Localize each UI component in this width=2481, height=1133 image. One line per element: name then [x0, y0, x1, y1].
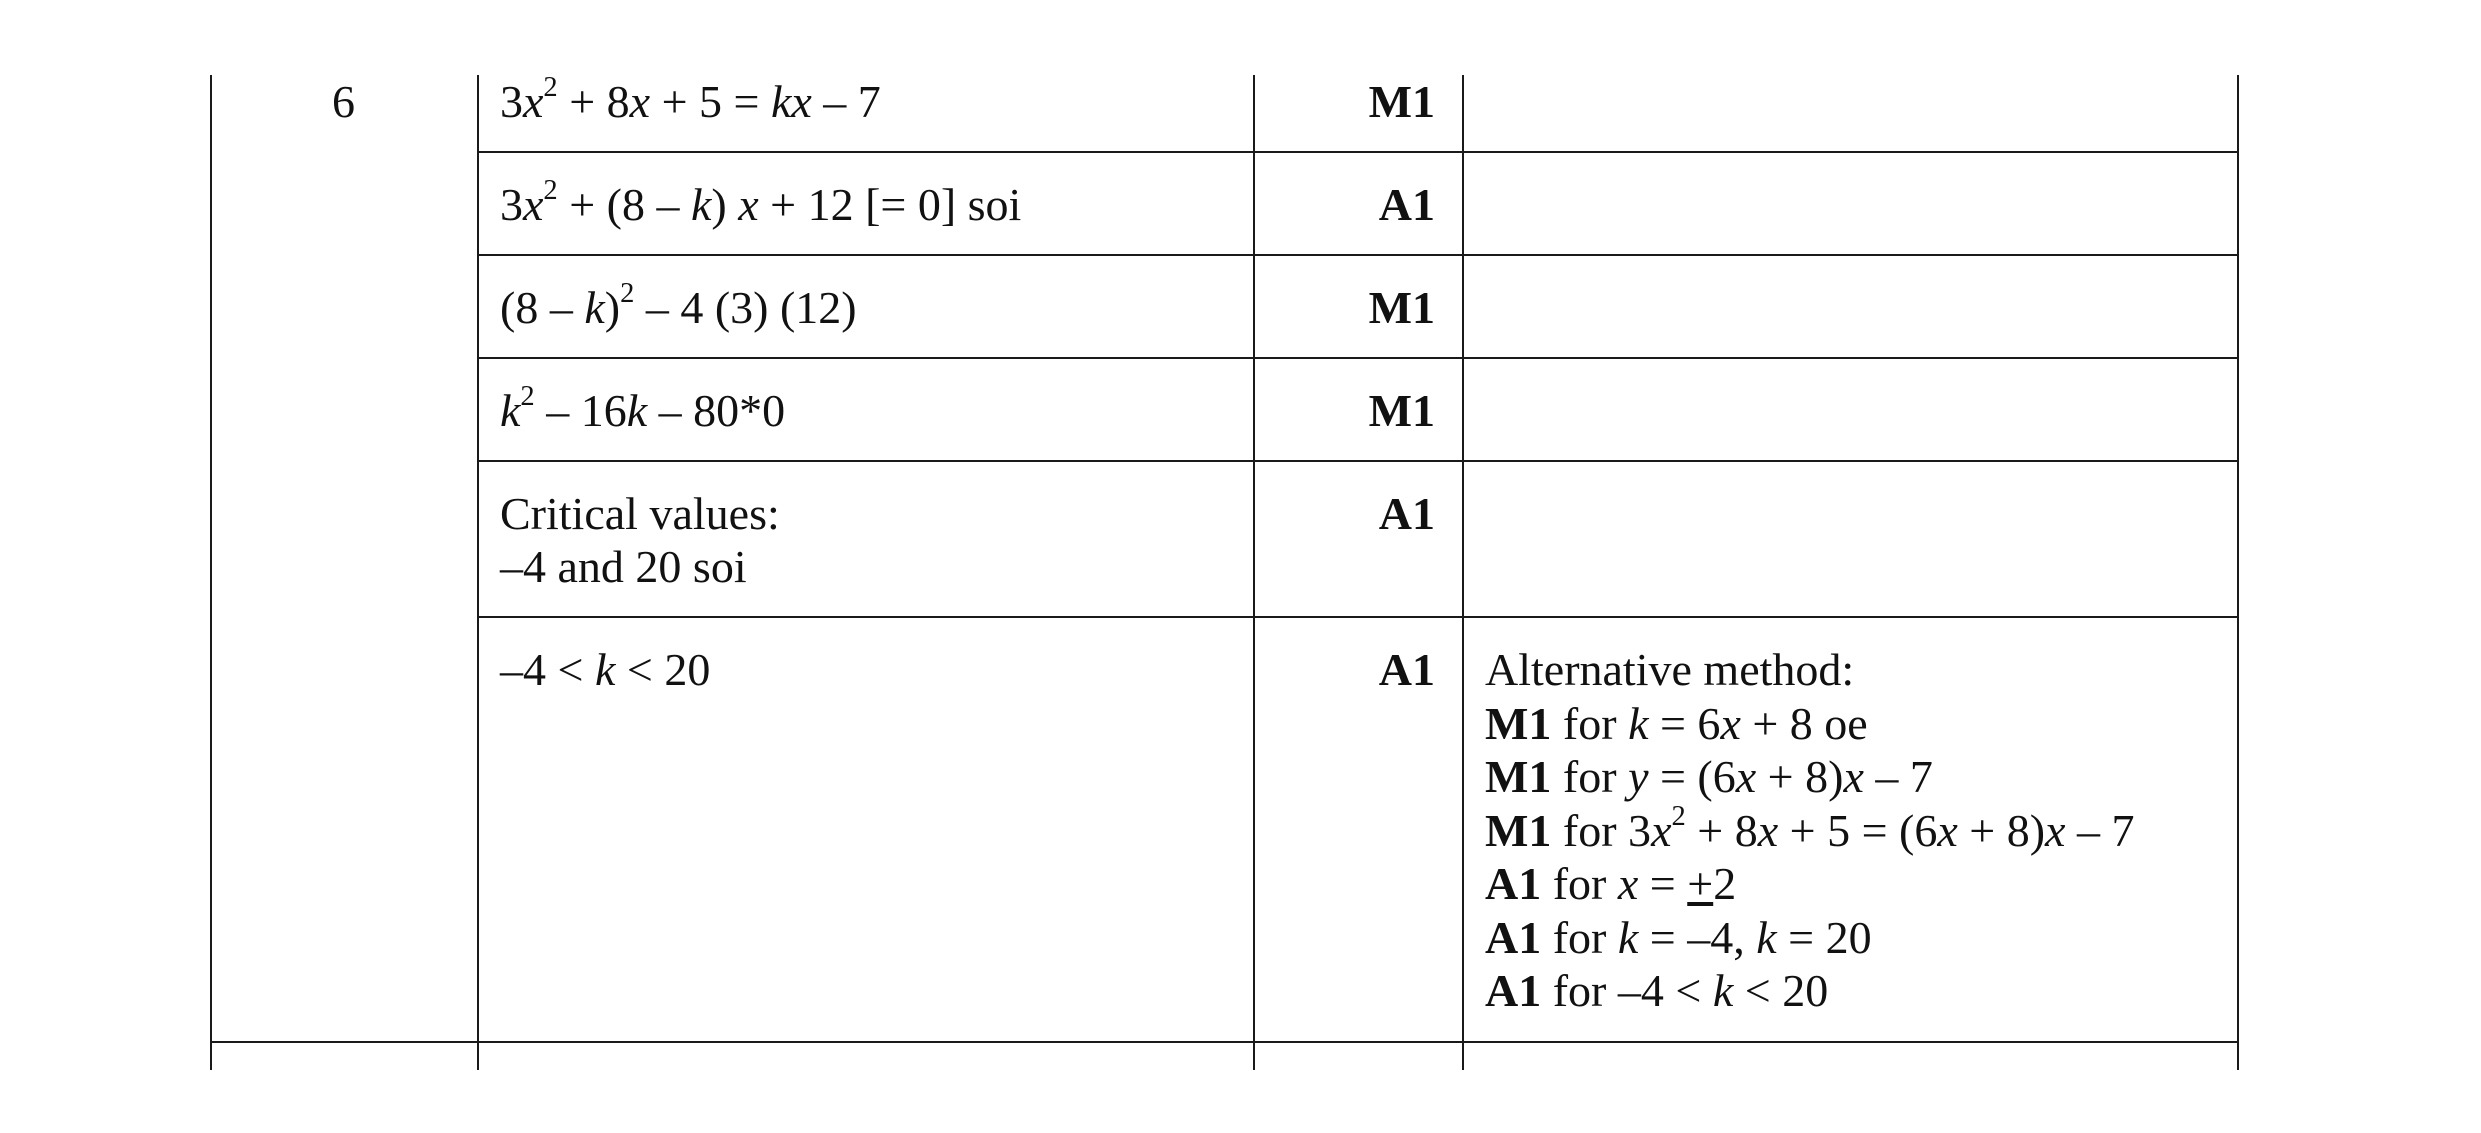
- mark-row-1: M1: [1368, 76, 1435, 127]
- table-border-left: [210, 75, 212, 1070]
- mark-row-3: M1: [1368, 282, 1435, 333]
- row-divider: [477, 151, 2239, 153]
- column-divider-guidance: [1462, 75, 1464, 1070]
- guidance-line: M1 for y = (6x + 8)x – 7: [1485, 751, 1933, 802]
- mark-row-2: A1: [1378, 179, 1435, 230]
- row-divider: [477, 460, 2239, 462]
- answer-row-4: $k^2 - 16k - 80*0$: [500, 381, 786, 436]
- column-divider-marks: [1253, 75, 1255, 1070]
- guidance-row-6: [1485, 643, 2134, 1018]
- column-divider-answer: [477, 75, 479, 1070]
- answer-row-6: –4 < k < 20: [500, 644, 711, 695]
- mark-row-5: A1: [1378, 488, 1435, 539]
- answer-row-2: $3x^2 + (8 - k) x + 12$ [= 0] soi: [500, 175, 1022, 230]
- question-number: 6: [332, 76, 355, 127]
- answer-row-1: $3x^2 + 8x + 5$ = kx – 7: [500, 72, 881, 127]
- answer-row-5: Critical values: –4 and 20 soi: [500, 488, 780, 592]
- mark-row-6: A1: [1378, 644, 1435, 695]
- guidance-line: A1 for k = –4, k = 20: [1485, 911, 1872, 963]
- guidance-line: Alternative method:: [1485, 644, 1855, 695]
- guidance-line: A1 for –4 < k < 20: [1485, 965, 1829, 1016]
- guidance-line: M1 for $3x^2 + 8x + 5 = (6x + 8)x - 7$: [1485, 800, 2135, 856]
- row-divider: [477, 254, 2239, 256]
- table-border-right: [2237, 75, 2239, 1070]
- row-divider: [477, 616, 2239, 618]
- table-bottom-border: [210, 1041, 2239, 1043]
- row-divider: [477, 357, 2239, 359]
- guidance-line: A1 for x = +2: [1485, 858, 1737, 909]
- answer-row-3: (8 – k)$^2$ – 4 (3) (12): [500, 278, 857, 333]
- guidance-line: M1 for k = 6x + 8 oe: [1485, 697, 1868, 749]
- mark-row-4: M1: [1368, 385, 1435, 436]
